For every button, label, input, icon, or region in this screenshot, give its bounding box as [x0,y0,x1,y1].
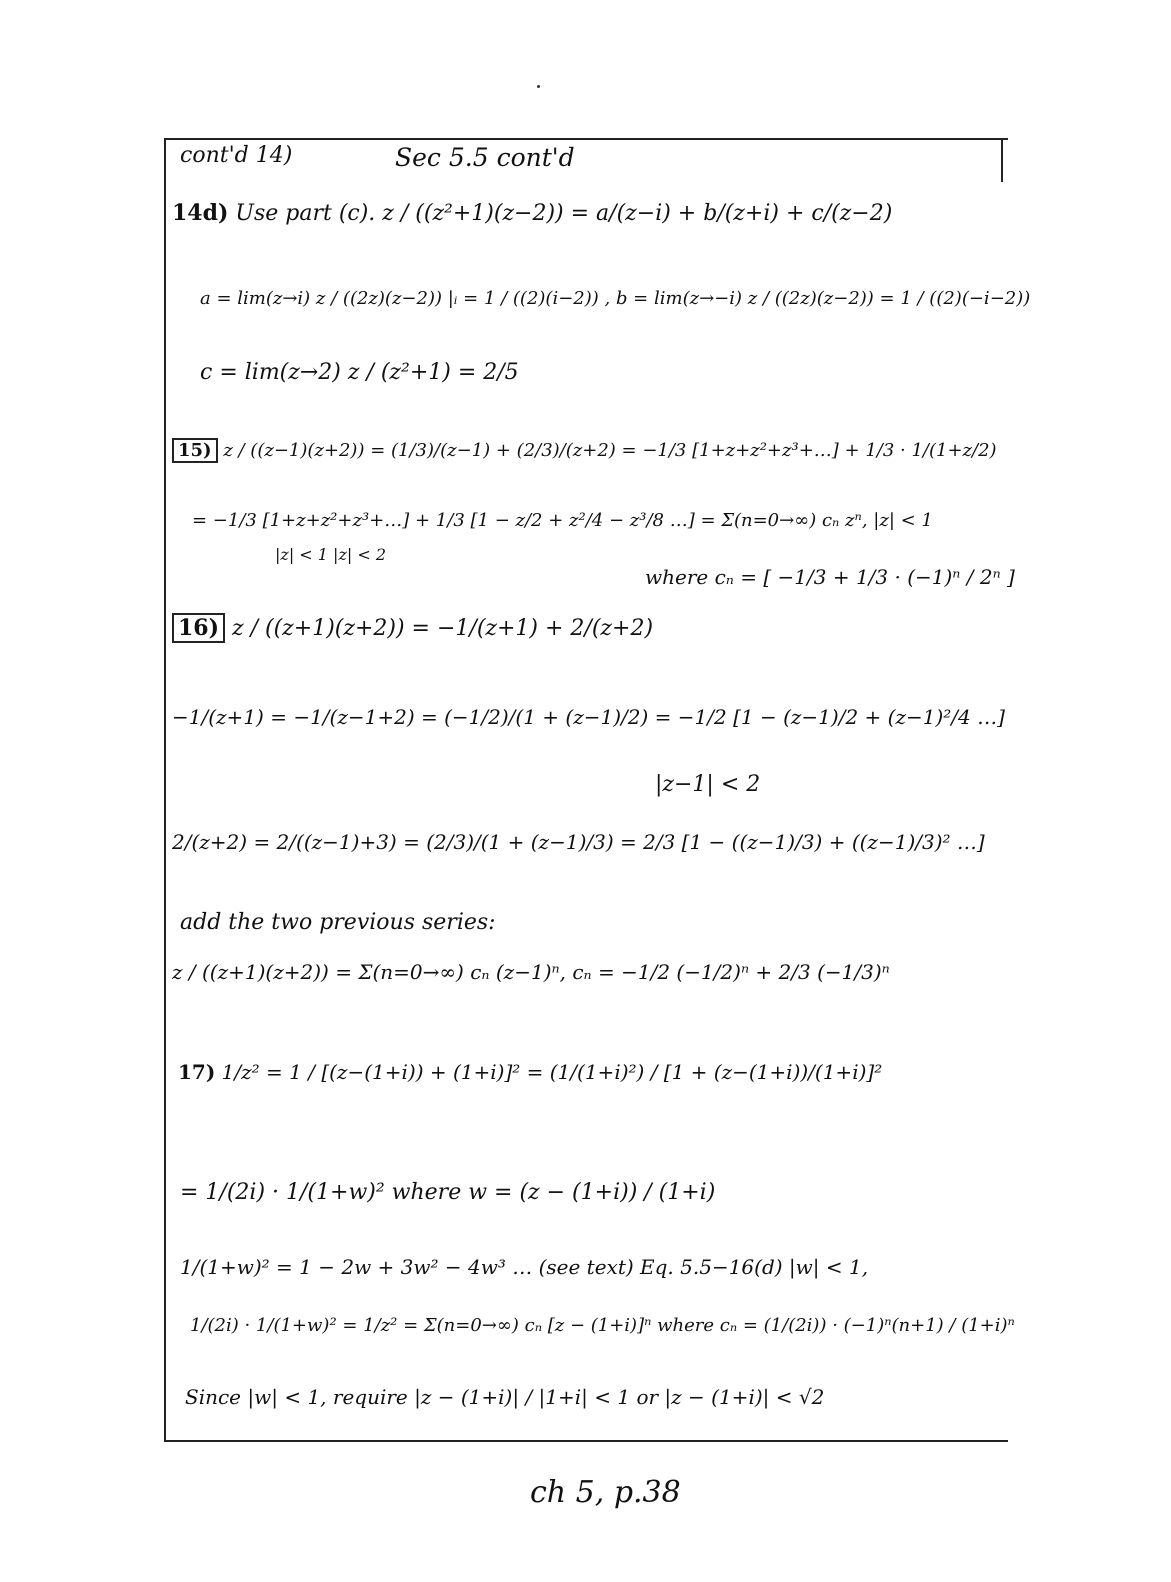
line-17-2 [180,1180,715,1206]
problem-number: 14d) [172,200,229,226]
line-17-5 [185,1385,824,1409]
line-text: 1/(1+w)² = 1 − 2w + 3w² − 4w³ … (see text) Eq. 5.5−16(d) |w| < 1, [180,1255,869,1279]
line-16-3 [655,772,760,798]
line-14d-1 [172,200,892,227]
header-right: Sec 5.5 cont'd [395,143,575,172]
line-text: = 1/(2i) · 1/(1+w)² where w = (z − (1+i)) / (1+i) [180,1180,716,1205]
line-16-4 [172,830,985,854]
line-text: Use part (c). z / ((z²+1)(z−2)) = a/(z−i) + b/(z+i) + c/(z−2) [235,201,893,226]
line-17-1 [178,1060,882,1084]
problem-number: 17) [178,1060,216,1084]
line-text: z / ((z+1)(z+2)) = Σ(n=0→∞) cₙ (z−1)ⁿ, cₙ = −1/2 (−1/2)ⁿ + 2/3 (−1/3)ⁿ [172,960,890,984]
line-text: a = lim(z→i) z / ((2z)(z−2)) |ᵢ = 1 / ((2)(i−2)) , b = lim(z→−i) z / ((2z)(z−2)) = 1 / ((2)(−i−2)) [200,288,1031,309]
line-15-4 [645,565,1015,589]
line-15-1 [172,440,997,462]
frame-right-edge [1001,138,1003,182]
line-16-1 [172,615,653,642]
header-left: cont'd 14) [180,143,293,168]
line-14d-2 [200,288,1030,310]
problem-number: 15) [172,438,218,463]
line-text: z / ((z−1)(z+2)) = (1/3)/(z−1) + (2/3)/(z+2) = −1/3 [1+z+z²+z³+…] + 1/3 · 1/(1+z/2) [223,440,997,461]
line-text: |z−1| < 2 [655,772,761,797]
line-16-2 [172,705,1005,729]
line-16-6 [172,960,890,984]
line-text: = −1/3 [1+z+z²+z³+…] + 1/3 [1 − z/2 + z²/4 − z³/8 …] = Σ(n=0→∞) cₙ zⁿ, |z| < 1 [192,510,933,531]
line-text: Since |w| < 1, require |z − (1+i)| / |1+i| < 1 or |z − (1+i)| < √2 [185,1385,825,1409]
line-text: −1/(z+1) = −1/(z−1+2) = (−1/2)/(1 + (z−1)/2) = −1/2 [1 − (z−1)/2 + (z−1)²/4 …] [172,705,1005,729]
line-text: 2/(z+2) = 2/((z−1)+3) = (2/3)/(1 + (z−1)/3) = 2/3 [1 − ((z−1)/3) + ((z−1)/3)² …] [172,830,985,854]
line-15-3 [275,545,386,564]
line-text: add the two previous series: [180,910,496,935]
line-15-2 [192,510,933,532]
line-text: where cₙ = [ −1/3 + 1/3 · (−1)ⁿ / 2ⁿ ] [645,565,1015,589]
stray-dot [537,85,540,88]
line-text: |z| < 1 |z| < 2 [275,545,387,564]
page-frame [164,138,1008,1442]
line-17-3 [180,1255,868,1279]
line-text: 1/z² = 1 / [(z−(1+i)) + (1+i)]² = (1/(1+i)²) / [1 + (z−(1+i))/(1+i)]² [221,1060,883,1084]
page-footer: ch 5, p.38 [530,1475,681,1510]
line-16-5 [180,910,496,936]
line-14d-3 [200,360,519,386]
line-17-4 [190,1315,1015,1337]
line-text: 1/(2i) · 1/(1+w)² = 1/z² = Σ(n=0→∞) cₙ [z − (1+i)]ⁿ where cₙ = (1/(2i)) · (−1)ⁿ(n+1) / (1+i)ⁿ [190,1315,1015,1336]
line-text: z / ((z+1)(z+2)) = −1/(z+1) + 2/(z+2) [232,616,654,641]
line-text: c = lim(z→2) z / (z²+1) = 2/5 [200,360,519,385]
problem-number: 16) [172,613,225,643]
